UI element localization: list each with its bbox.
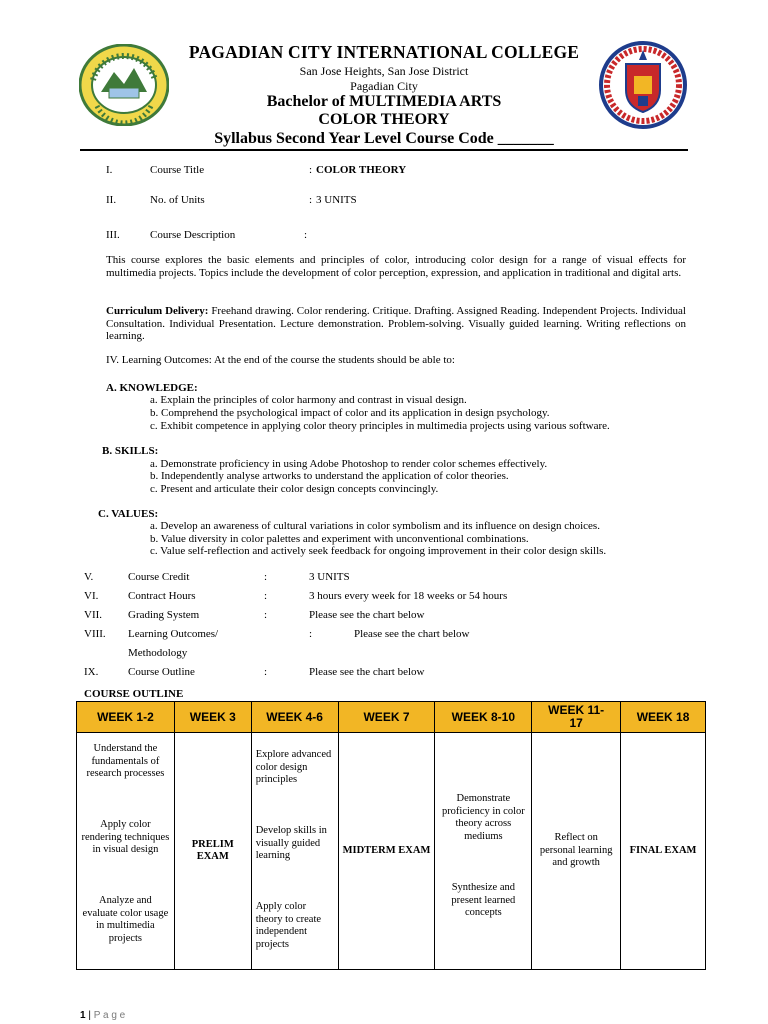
knowledge-item: b. Comprehend the psychological impact of color and its application in design psychology. [150,407,550,419]
detail-value: Please see the chart below [309,609,425,621]
week-header: WEEK 1-2 [77,702,175,733]
week-header: WEEK 3 [174,702,251,733]
syllabus-line: Syllabus Second Year Level Course Code _______ [214,130,554,147]
values-title: C. VALUES: [98,508,159,520]
outcome-text: Understand the fundamentals of research processes [86,743,165,779]
section-3-colon: : [304,229,308,241]
table-header-row [77,702,706,733]
section-2-value: 3 UNITS [316,194,357,206]
detail-value: Please see the chart below [309,666,425,678]
outcome-text: Demonstrate proficiency in color theory across mediums [441,793,525,842]
values-item: a. Develop an awareness of cultural variations in color symbolism and its influence on design choices. [150,520,600,532]
outcome-text: Synthesize and present learned concepts [451,882,516,918]
section-1-num: I. [106,164,113,176]
week-header: WEEK 8-10 [435,702,532,733]
skills-title: B. SKILLS: [102,445,159,457]
college-name: PAGADIAN CITY INTERNATIONAL COLLEGE [188,42,580,62]
week-11-17-cell: Reflect on personal learning and growth [532,733,621,970]
week-4-6-cell [251,733,338,970]
outcome-text: Apply color theory to create independent projects [255,901,322,950]
curriculum-text: Freehand drawing. Color rendering. Critique. Drafting. Assigned Reading. Independent Projects. Individual Consultation. Individual Presentation. Lecture demonstration. Problem-solving. Visually guided learning. Writing reflections on learning. [106,305,686,342]
detail-num: V. [84,571,94,583]
prelim-exam-cell: PRELIM EXAM [174,733,251,970]
page-separator: | [85,1010,94,1021]
outcome-text: Analyze and evaluate color usage in multimedia projects [82,895,169,944]
skills-item: b. Independently analyse artworks to understand the application of color theories. [150,470,509,482]
section-2-num: II. [106,194,117,206]
knowledge-title: A. KNOWLEDGE: [106,382,198,394]
section-1-label: Course Title [150,164,205,176]
section-2-label: No. of Units [150,194,205,206]
outcomes-intro: IV. Learning Outcomes: At the end of the course the students should be able to: [106,354,455,366]
address-line-2: Pagadian City [350,79,418,93]
detail-colon: : [264,571,268,583]
detail-num: VIII. [84,628,106,640]
section-1-value: COLOR THEORY [316,164,407,176]
detail-value: 3 hours every week for 18 weeks or 54 hours [309,590,508,602]
course-title-heading: COLOR THEORY [318,111,450,128]
outcome-text: Explore advanced color design principles [255,749,332,785]
detail-value: 3 UNITS [309,571,350,583]
week-1-2-cell [77,733,175,970]
outcome-text: Develop skills in visually guided learning [255,825,327,861]
skills-item: a. Demonstrate proficiency in using Adobe Photoshop to render color schemes effectively. [150,458,548,470]
detail-num: VI. [84,590,99,602]
detail-label: Course Credit [128,571,190,583]
course-outline-title: COURSE OUTLINE [84,688,184,700]
curriculum-label: Curriculum Delivery: [106,305,209,317]
page-label: P a g e [93,1010,126,1021]
course-description: This course explores the basic elements and principles of color, introducing color design for a range of visual effects for multimedia projects. Topics include the development of color perception, expression, and application in traditional and digital arts. [106,254,686,279]
section-3-label: Course Description [150,229,236,241]
page-number: 1 [80,1010,86,1021]
section-2-colon: : [309,194,313,206]
detail-label: Methodology [128,647,188,659]
detail-colon: : [264,590,268,602]
week-8-10-cell [435,733,532,970]
table-row [77,733,706,970]
week-header: WEEK 11- 17 [532,702,621,733]
detail-colon: : [264,666,268,678]
detail-colon: : [309,628,313,640]
detail-num: IX. [84,666,99,678]
curriculum-delivery [106,305,686,343]
detail-label: Course Outline [128,666,195,678]
detail-label: Learning Outcomes/ [128,628,219,640]
skills-item: c. Present and articulate their color design concepts convincingly. [150,483,439,495]
values-item: c. Value self-reflection and actively seek feedback for ongoing improvement in their color design skills. [150,545,607,557]
detail-value: Please see the chart below [354,628,470,640]
detail-num: VII. [84,609,103,621]
final-exam-cell: FINAL EXAM [621,733,706,970]
address-line-1: San Jose Heights, San Jose District [299,64,469,78]
week-header: WEEK 4-6 [251,702,338,733]
detail-label: Grading System [128,609,200,621]
midterm-exam-cell: MIDTERM EXAM [338,733,435,970]
knowledge-item: c. Exhibit competence in applying color theory principles in multimedia projects using various software. [150,420,610,432]
week-header: WEEK 7 [338,702,435,733]
program-title: Bachelor of MULTIMEDIA ARTS [266,93,502,110]
detail-colon: : [264,609,268,621]
detail-label: Contract Hours [128,590,196,602]
outcome-text: Apply color rendering techniques in visual design [81,819,170,855]
week-header: WEEK 18 [621,702,706,733]
course-outline-table [76,701,706,970]
values-item: b. Value diversity in color palettes and experiment with unconventional combinations. [150,533,529,545]
page-footer [80,1010,125,1021]
section-1-colon: : [309,164,313,176]
header-divider [80,149,688,151]
knowledge-item: a. Explain the principles of color harmony and contrast in visual design. [150,394,467,406]
section-3-num: III. [106,229,120,241]
